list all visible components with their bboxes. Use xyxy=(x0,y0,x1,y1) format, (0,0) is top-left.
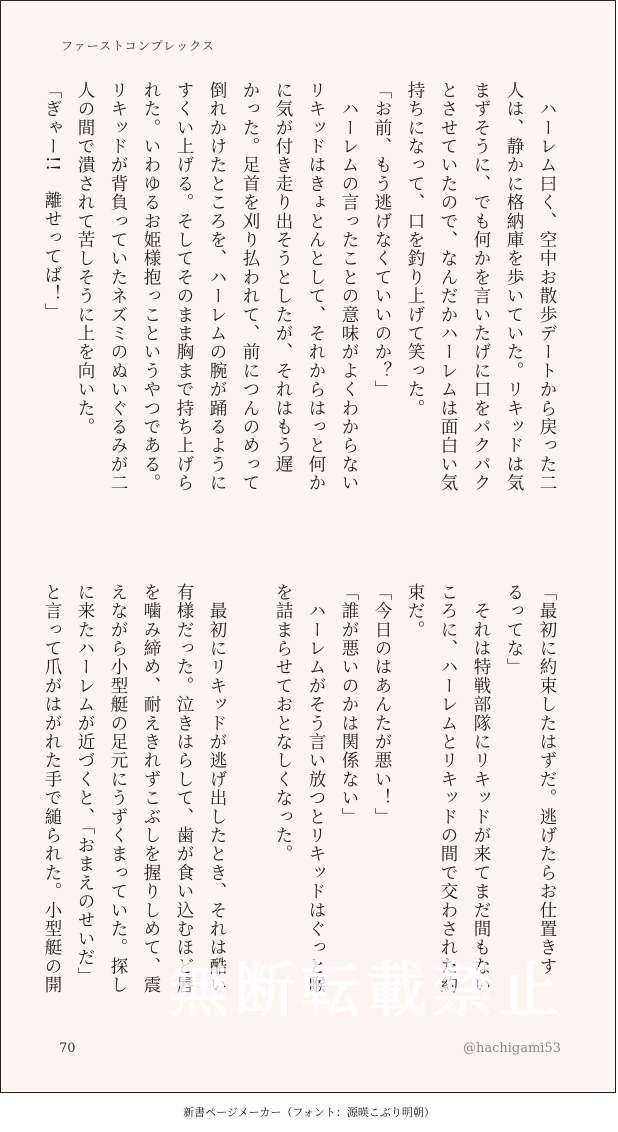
text-line: まずそうに、でも何かを言いたげに口をパクパク xyxy=(471,81,491,493)
text-line: ハーレムの言ったことの意味がよくわからない xyxy=(339,81,359,493)
text-line: とさせていたので、なんだかハーレムは面白い気 xyxy=(438,81,458,493)
text-line: リキッドが背負っていたネズミのぬいぐるみが二 xyxy=(108,81,128,493)
generator-credit: 新書ページメーカー（フォント：源暎こぶり明朝） xyxy=(183,1106,435,1119)
text-line: を噛み締め、耐えきれずこぶしを握りしめて、震 xyxy=(141,583,161,995)
text-line: 人の間で潰されて苦しそうに上を向いた。 xyxy=(75,81,95,437)
text-line: 「誰が悪いのかは関係ない」 xyxy=(339,583,359,827)
author-handle: @hachigami53 xyxy=(462,1041,561,1056)
watermark: 無断転載禁止 xyxy=(169,956,565,1026)
text-line: ころに、ハーレムとリキッドの間で交わされた約 xyxy=(438,583,458,995)
running-header: ファーストコンプレックス xyxy=(61,39,215,53)
text-line: に気が付き走り出そうとしたが、それはもう遅 xyxy=(273,81,293,474)
text-line: 倒れかけたところを、ハーレムの腕が踊るように xyxy=(207,81,227,493)
text-line: 「最初に約束したはずだ。逃げたらお仕置きす xyxy=(537,583,557,976)
text-line: ハーレムがそう言い放つとリキッドはぐっと喉 xyxy=(306,583,326,995)
text-line: 「ぎゃー!! 離せってば！」 xyxy=(42,81,62,322)
text-line: に来たハーレムが近づくと、「おまえのせいだ」 xyxy=(75,583,95,986)
text-line: それは特戦部隊にリキッドが来てまだ間もない xyxy=(471,583,491,995)
text-line: 最初にリキッドが逃げ出したとき、それは酷い xyxy=(207,583,227,995)
text-line: 束だ。 xyxy=(405,583,425,640)
text-line: れた。いわゆるお姫様抱っこというやつである。 xyxy=(141,81,161,493)
text-line: るってな」 xyxy=(504,583,524,677)
text-line: 「お前、もう逃げなくていいのか？」 xyxy=(372,81,392,399)
text-line: すくい上げる。そしてそのまま胸まで持ち上げら xyxy=(174,81,194,493)
text-line: と言って爪がはがれた手で縋られた。小型艇の開 xyxy=(42,583,62,995)
text-line: 有様だった。泣きはらして、歯が食い込むほど唇 xyxy=(174,583,194,995)
text-line: リキッドはきょとんとして、それからはっと何か xyxy=(306,81,326,493)
text-line: 「今日のはあんたが悪い！」 xyxy=(372,583,392,827)
text-line: 持ちになって、口を釣り上げて笑った。 xyxy=(405,81,425,418)
text-line: ハーレム曰く、空中お散歩デートから戻った二 xyxy=(537,81,557,493)
text-line: えながら小型艇の足元にうずくまっていた。探し xyxy=(108,583,128,995)
text-line: 人は、静かに格納庫を歩いていた。リキッドは気 xyxy=(504,81,524,493)
upper-text-block xyxy=(35,81,563,531)
page-number: 70 xyxy=(59,1041,76,1056)
text-line: を詰まらせておとなしくなった。 xyxy=(273,583,293,864)
text-line: かった。足首を刈り払われて、前につんのめって xyxy=(240,81,260,493)
